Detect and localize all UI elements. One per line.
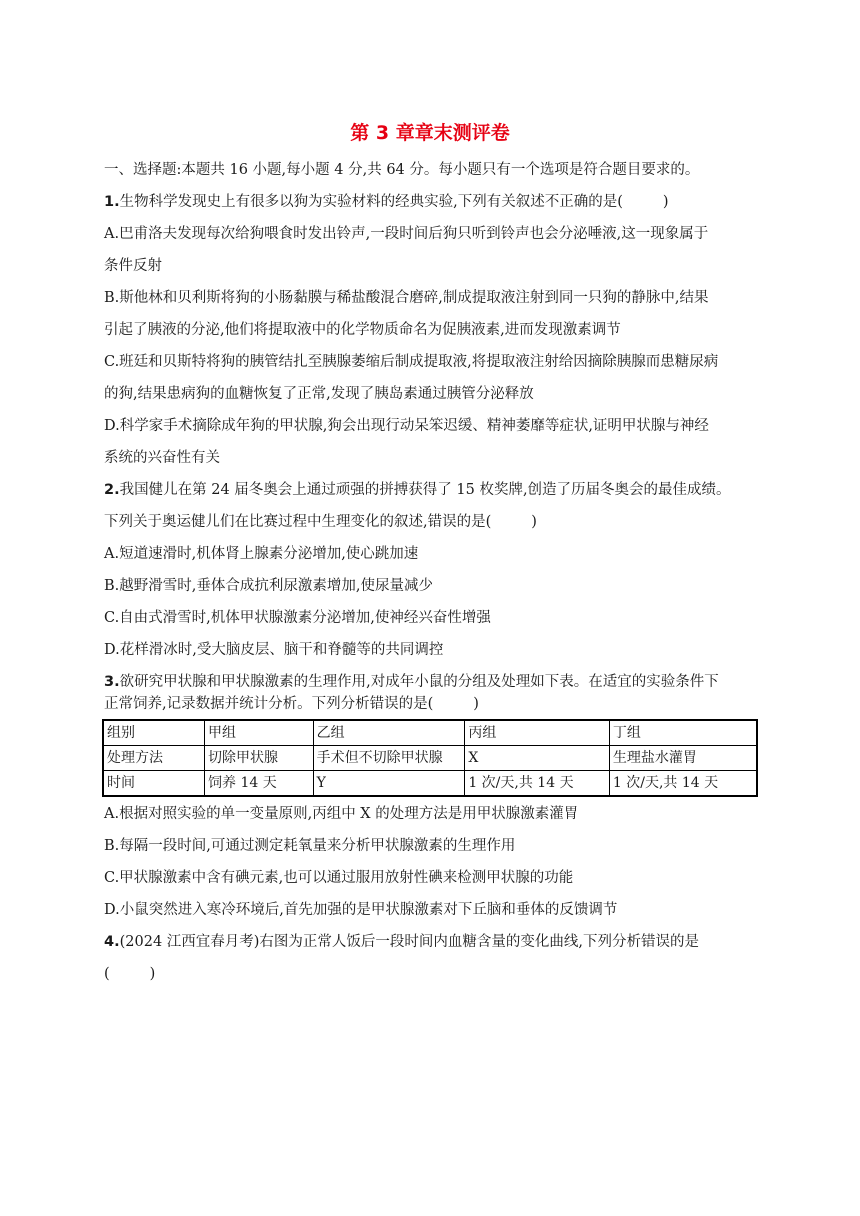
table-cell: 手术但不切除甲状腺 — [313, 746, 465, 771]
table-cell: 饲养 14 天 — [205, 771, 314, 797]
table-cell: 时间 — [103, 771, 205, 797]
q1-option-a-line2: 条件反射 — [104, 258, 162, 274]
q1-option-d-line1: D.科学家手术摘除成年狗的甲状腺,狗会出现行动呆笨迟缓、精神萎靡等症状,证明甲状腺与神经 — [104, 418, 709, 434]
q3-option-c: C.甲状腺激素中含有碘元素,也可以通过服用放射性碘来检测甲状腺的功能 — [104, 870, 574, 886]
q1-option-c-line1: C.班廷和贝斯特将狗的胰管结扎至胰腺萎缩后制成提取液,将提取液注射给因摘除胰腺而患糖尿病 — [104, 354, 719, 370]
q1-option-c-line2: 的狗,结果患病狗的血糖恢复了正常,发现了胰岛素通过胰管分泌释放 — [104, 386, 534, 402]
table-cell: 组别 — [103, 720, 205, 746]
q2-stem-text: 我国健儿在第 24 届冬奥会上通过顽强的拼搏获得了 15 枚奖牌,创造了历届冬奥会的最佳成绩。 — [119, 482, 731, 498]
table-cell: 丙组 — [465, 720, 610, 746]
q2-stem-line1 — [104, 480, 764, 500]
q3-stem-text: 欲研究甲状腺和甲状腺激素的生理作用,对成年小鼠的分组及处理如下表。在适宜的实验条件下 — [119, 674, 719, 690]
table-cell: 甲组 — [205, 720, 314, 746]
q2-option-a: A.短道速滑时,机体肾上腺素分泌增加,使心跳加速 — [104, 546, 419, 562]
q4-answer-paren — [104, 964, 764, 984]
table-row — [103, 746, 757, 771]
q2-option-c: C.自由式滑雪时,机体甲状腺激素分泌增加,使神经兴奋性增强 — [104, 610, 491, 626]
q3-stem-line2 — [104, 694, 764, 714]
table-cell: 1 次/天,共 14 天 — [465, 771, 610, 797]
q2-stem-line2 — [104, 512, 764, 532]
q2-option-d: D.花样滑冰时,受大脑皮层、脑干和脊髓等的共同调控 — [104, 642, 444, 658]
q1-number: 1. — [104, 194, 120, 210]
q1-stem — [104, 192, 764, 212]
q4-stem — [104, 932, 764, 952]
q2-stem-text-2: 下列关于奥运健儿们在比赛过程中生理变化的叙述,错误的是( — [104, 514, 492, 530]
q1-option-b-line1: B.斯他林和贝利斯将狗的小肠黏膜与稀盐酸混合磨碎,制成提取液注射到同一只狗的静脉中,结果 — [104, 290, 709, 306]
table-cell: Y — [313, 771, 465, 797]
table-cell: 1 次/天,共 14 天 — [609, 771, 757, 797]
q1-option-b-line2: 引起了胰液的分泌,他们将提取液中的化学物质命名为促胰液素,进而发现激素调节 — [104, 322, 621, 338]
q3-option-d: D.小鼠突然进入寒冷环境后,首先加强的是甲状腺激素对下丘脑和垂体的反馈调节 — [104, 902, 618, 918]
q2-number: 2. — [104, 482, 120, 498]
table-cell: 生理盐水灌胃 — [609, 746, 757, 771]
q1-stem-text: 生物科学发现史上有很多以狗为实验材料的经典实验,下列有关叙述不正确的是( — [119, 194, 623, 210]
q1-option-a-line1: A.巴甫洛夫发现每次给狗喂食时发出铃声,一段时间后狗只听到铃声也会分泌唾液,这一现象属于 — [104, 226, 709, 242]
table-cell: 切除甲状腺 — [205, 746, 314, 771]
page-title: 第 3 章章末测评卷 — [350, 122, 510, 144]
q1-option-d-line2: 系统的兴奋性有关 — [104, 450, 220, 466]
table-cell: 丁组 — [609, 720, 757, 746]
section-instructions: 一、选择题:本题共 16 小题,每小题 4 分,共 64 分。每小题只有一个选项是符合题目要求的。 — [104, 162, 700, 178]
q3-data-table — [102, 719, 758, 797]
table-row — [103, 771, 757, 797]
q3-stem-line1 — [104, 672, 764, 692]
table-row — [103, 720, 757, 746]
q3-number: 3. — [104, 674, 120, 690]
q4-stem-text: (2024 江西宜春月考)右图为正常人饭后一段时间内血糖含量的变化曲线,下列分析错误的是 — [119, 934, 700, 950]
q2-option-b: B.越野滑雪时,垂体合成抗利尿激素增加,使尿量减少 — [104, 578, 433, 594]
q4-open-paren: ( — [104, 966, 110, 982]
q3-close-paren: ) — [473, 696, 479, 712]
q3-stem-text-2: 正常饲养,记录数据并统计分析。下列分析错误的是( — [104, 696, 434, 712]
table-cell: 乙组 — [313, 720, 465, 746]
q4-number: 4. — [104, 934, 120, 950]
table-cell: 处理方法 — [103, 746, 205, 771]
q3-option-a: A.根据对照实验的单一变量原则,丙组中 X 的处理方法是用甲状腺激素灌胃 — [104, 806, 579, 822]
q3-option-b: B.每隔一段时间,可通过测定耗氧量来分析甲状腺激素的生理作用 — [104, 838, 516, 854]
q1-close-paren: ) — [662, 194, 669, 210]
q4-close-paren: ) — [149, 966, 156, 982]
q2-close-paren: ) — [531, 514, 537, 530]
table-cell: X — [465, 746, 610, 771]
